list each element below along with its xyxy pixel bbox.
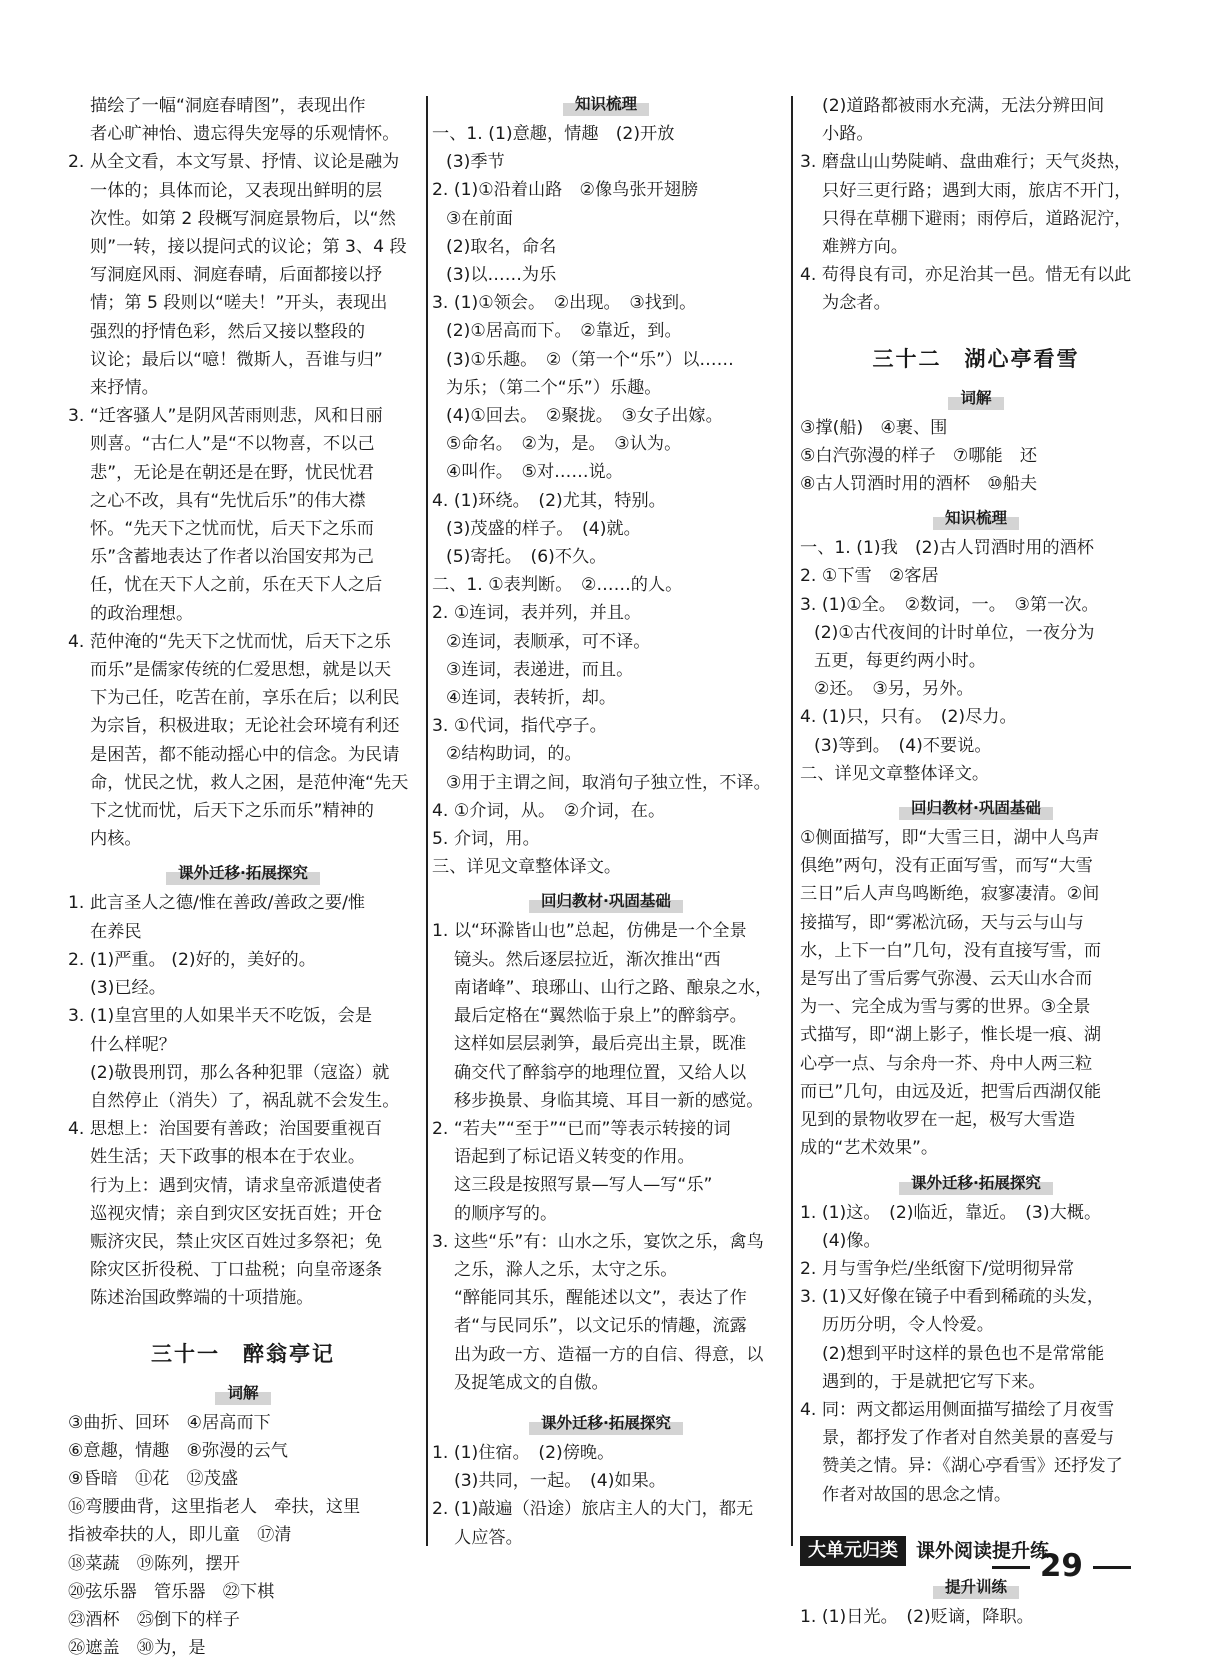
text-line: 为一、完全成为雪与雾的世界。③全景: [800, 997, 1091, 1018]
text-line: ③用于主谓之间，取消句子独立性，不译。: [446, 772, 771, 793]
text-line: 只得在草棚下避雨；雨停后，道路泥泞，: [822, 208, 1132, 229]
text-line: 议论；最后以“噫！微斯人，吾谁与归”: [90, 349, 383, 370]
text-line: 乐”含蓄地表达了作者以治国安邦为己: [90, 547, 374, 568]
text-line: 最后定格在“翼然临于泉上”的醉翁亭。: [454, 1006, 747, 1027]
text-line: (2)道路都被雨水充满，无法分辨田间: [822, 96, 1105, 116]
text-line: 三、详见文章整体译文。: [432, 857, 622, 878]
text-line: (5)寄托。 (6)不久。: [446, 547, 607, 568]
text-line: 者心旷神怡、遗忘得失宠辱的乐观情怀。: [90, 124, 400, 145]
dash-decoration: [1093, 1566, 1131, 1569]
text-line: 来抒情。: [90, 378, 159, 399]
dash-decoration: [992, 1566, 1030, 1569]
section-heading: [800, 1171, 1152, 1195]
text-line: 则”一转，接以提问式的议论；第 3、4 段: [90, 237, 407, 258]
text-line: 难辨方向。: [822, 237, 908, 258]
text-line: 3. (1)①全。 ②数词，一。 ③第一次。: [800, 594, 1099, 615]
text-line: 3. (1)皇宫里的人如果半天不吃饭，会是: [68, 1006, 373, 1027]
text-line: 接描写，即“雾凇沆砀，天与云与山与: [800, 912, 1084, 933]
text-line: 内核。: [90, 829, 142, 850]
text-line: 什么样呢？: [90, 1034, 176, 1055]
text-line: (3)已经。: [90, 978, 166, 999]
text-line: 五更，每更约两小时。: [814, 651, 986, 672]
text-line: 而乐”是儒家传统的仁爱思想，就是以天: [90, 660, 392, 681]
text-line: 移步换景、身临其境、耳目一新的感觉。: [454, 1090, 764, 1111]
text-line: (2)①居高而下。 ②靠近，到。: [446, 321, 682, 342]
answer-block: [800, 534, 1152, 788]
text-line: 水，上下一白”几句，没有直接写雪，而: [800, 940, 1102, 961]
text-line: 语起到了标记语义转变的作用。: [454, 1147, 695, 1168]
text-line: 2. “若夫”“至于”“已而”等表示转接的词: [432, 1118, 731, 1139]
section-heading: [800, 386, 1152, 410]
section-heading-label: 词解: [215, 1381, 270, 1405]
answer-block: [800, 414, 1152, 499]
answer-block: [800, 1199, 1152, 1509]
section-heading: [432, 889, 780, 913]
text-line: 者“与民同乐”，以文记乐的情趣，流露: [454, 1316, 747, 1337]
text-line: 的政治理想。: [90, 603, 194, 624]
text-line: ㉓酒杯 ㉕倒下的样子: [68, 1609, 240, 1630]
text-line: 及捉笔成文的自傲。: [454, 1372, 609, 1393]
section-heading-label: 课外迁移·拓展探究: [899, 1171, 1053, 1195]
text-line: (3)以……为乐: [446, 265, 557, 286]
text-line: ⑳弦乐器 管乐器 ㉒下棋: [68, 1581, 275, 1602]
section-heading-label: 回归教材·巩固基础: [529, 889, 683, 913]
text-line: 而已”几句，由远及近，把雪后西湖仅能: [800, 1081, 1102, 1102]
text-line: (3)季节: [446, 152, 505, 173]
text-line: 景，都抒发了作者对自然美景的喜爱与: [822, 1428, 1115, 1449]
section-heading-label: 课外迁移·拓展探究: [166, 861, 320, 885]
answer-column-middle: [432, 92, 780, 1552]
text-line: 2. ①下雪 ②客居: [800, 566, 939, 587]
text-line: 命，忧民之忧，救人之困，是范仲淹“先天: [90, 772, 409, 793]
text-line: 1. (1)日光。 (2)贬谪，降职。: [800, 1606, 1034, 1627]
text-line: 姓生活；天下政事的根本在于农业。: [90, 1147, 366, 1168]
text-line: 确交代了醉翁亭的地理位置，又给人以: [454, 1062, 747, 1083]
text-line: ②还。 ③另，另外。: [814, 679, 974, 700]
text-line: 南诸峰”、琅琊山、山行之路、酿泉之水，: [454, 977, 773, 998]
section-heading-label: 知识梳理: [563, 92, 649, 116]
section-heading-label: 提升训练: [933, 1575, 1019, 1599]
text-line: ②结构助词，的。: [446, 744, 582, 765]
text-line: (2)取名，命名: [446, 236, 557, 257]
text-line: 3. 这些“乐”有：山水之乐，宴饮之乐，禽鸟: [432, 1231, 764, 1252]
text-line: ④叫作。 ⑤对……说。: [446, 462, 623, 483]
text-line: 3. (1)又好像在镜子中看到稀疏的头发，: [800, 1287, 1105, 1308]
text-line: 4. ①介词，从。 ②介词，在。: [432, 800, 666, 821]
text-line: 4. 思想上：治国要有善政；治国要重视百: [68, 1119, 383, 1140]
section-heading: [432, 1411, 780, 1435]
text-line: ③连词，表递进，而且。: [446, 659, 634, 680]
text-line: ③曲折、回环 ④居高而下: [68, 1412, 271, 1433]
text-line: ⑧古人罚酒时用的酒杯 ⑩船夫: [800, 474, 1038, 495]
text-line: 描绘了一幅“洞庭春晴图”，表现出作: [90, 96, 366, 116]
text-line: 人应答。: [454, 1527, 523, 1548]
text-line: 一、1. (1)意趣，情趣 (2)开放: [432, 124, 675, 144]
text-line: ②连词，表顺承，可不译。: [446, 631, 651, 652]
text-line: 是困苦，都不能动摇心中的信念。为民请: [90, 744, 400, 765]
text-line: 二、详见文章整体译文。: [800, 763, 990, 784]
text-line: 二、1. ①表判断。 ②……的人。: [432, 575, 683, 596]
text-line: 赈济灾民，禁止灾区百姓过多祭祀；免: [90, 1231, 383, 1252]
text-line: 的顺序写的。: [454, 1203, 558, 1224]
text-line: 为乐；（第二个“乐”）乐趣。: [446, 377, 662, 398]
lesson-title: 三十二 湖心亭看雪: [872, 346, 1080, 371]
text-line: 之乐，滁人之乐，太守之乐。: [454, 1259, 678, 1280]
answer-block: [800, 824, 1152, 1162]
text-line: ④连词，表转折，却。: [446, 688, 617, 709]
section-heading-label: 知识梳理: [933, 506, 1019, 530]
text-line: 1. (1)这。 (2)临近，靠近。 (3)大概。: [800, 1202, 1102, 1223]
text-line: ⑤命名。 ②为，是。 ③认为。: [446, 434, 682, 455]
section-heading: [800, 796, 1152, 820]
section-heading: [800, 506, 1152, 530]
text-line: 出为政一方、造福一方的自信、得意，以: [454, 1344, 764, 1365]
text-line: 2. (1)敲遍（沿途）旅店主人的大门，都无: [432, 1499, 754, 1520]
text-line: (2)想到平时这样的景色也不是常常能: [822, 1343, 1105, 1364]
text-line: 4. 同：两文都运用侧面描写描绘了月夜雪: [800, 1399, 1115, 1420]
text-line: ③在前面: [446, 208, 513, 229]
text-line: 作者对故国的思念之情。: [822, 1484, 1012, 1505]
text-line: 小路。: [822, 124, 874, 145]
text-line: (2)①古代夜间的计时单位，一夜分为: [814, 622, 1095, 643]
section-heading: [432, 92, 780, 116]
text-line: 3. (1)①领会。 ②出现。 ③找到。: [432, 293, 697, 314]
text-line: 历历分明，令人怜爱。: [822, 1315, 994, 1336]
answer-block: [68, 889, 418, 1312]
text-line: 悲”，无论是在朝还是在野，忧民忧君: [90, 462, 374, 483]
column-divider: [791, 96, 793, 1546]
text-line: (3)共同，一起。 (4)如果。: [454, 1471, 666, 1492]
text-line: (4)像。: [822, 1230, 881, 1251]
text-line: 强烈的抒情色彩，然后又接以整段的: [90, 321, 366, 342]
answer-block: [800, 1603, 1152, 1631]
text-line: ㉖遮盖 ㉚为，是: [68, 1638, 206, 1659]
text-line: 下为己任，吃苦在前，享乐在后；以利民: [90, 688, 400, 709]
text-line: ⑤白汽弥漫的样子 ⑦哪能 还: [800, 445, 1038, 466]
answer-block: [68, 92, 418, 853]
text-line: 是写出了雪后雾气弥漫、云天山水合而: [800, 969, 1093, 990]
text-line: 陈述治国政弊端的十项措施。: [90, 1288, 314, 1309]
text-line: 2. 月与雪争烂/坐纸窗下/觉明彻异常: [800, 1258, 1075, 1279]
text-line: 4. 苟得良有司，亦足治其一邑。惜无有以此: [800, 265, 1132, 286]
text-line: ⑥意趣，情趣 ⑧弥漫的云气: [68, 1440, 288, 1461]
answer-column-left: [68, 92, 418, 1662]
text-line: 怀。“先天下之忧而忧，后天下之乐而: [90, 519, 374, 540]
text-line: 俱绝”两句，没有正面写雪，而写“大雪: [800, 856, 1093, 877]
text-line: 一、1. (1)我 (2)古人罚酒时用的酒杯: [800, 538, 1094, 559]
text-line: 3. 磨盘山山势陡峭、盘曲难行；天气炎热，: [800, 152, 1132, 173]
text-line: 则喜。“古仁人”是“不以物喜，不以己: [90, 434, 375, 455]
text-line: 在养民: [90, 921, 142, 942]
text-line: ⑨昏暗 ⑪花 ⑫茂盛: [68, 1468, 239, 1489]
text-line: 行为上：遇到灾情，请求皇帝派遣使者: [90, 1175, 383, 1196]
text-line: 2. (1)①沿着山路 ②像鸟张开翅膀: [432, 180, 699, 201]
text-line: (3)①乐趣。 ②（第一个“乐”）以……: [446, 349, 734, 370]
text-line: 写洞庭风雨、洞庭春晴，后面都接以抒: [90, 265, 383, 286]
answer-column-right: [800, 92, 1152, 1631]
text-line: ⑯弯腰曲背，这里指老人 牵扶，这里: [68, 1497, 361, 1518]
text-line: 镜头。然后逐层拉近，渐次推出“西: [454, 949, 721, 970]
text-line: 一体的；具体而论，又表现出鲜明的层: [90, 180, 383, 201]
text-line: 3. “迁客骚人”是阴风苦雨则悲，风和日丽: [68, 406, 383, 427]
text-line: ⑱菜蔬 ⑲陈列，摆开: [68, 1553, 240, 1574]
answer-block: [800, 92, 1152, 318]
unit-banner-title: 课外阅读提升练: [916, 1539, 1050, 1562]
text-line: 成的“艺术效果”。: [800, 1138, 939, 1159]
text-line: 这三段是按照写景—写人—写“乐”: [454, 1175, 713, 1196]
text-line: 4. (1)只，只有。 (2)尽力。: [800, 707, 1017, 728]
lesson-title: 三十一 醉翁亭记: [151, 1341, 335, 1366]
page-number-value: 29: [1039, 1548, 1083, 1584]
section-heading-label: 词解: [948, 386, 1003, 410]
text-line: (3)茂盛的样子。 (4)就。: [446, 518, 641, 539]
text-line: 三日”后人声鸟鸣断绝，寂寥凄清。②间: [800, 884, 1100, 905]
text-line: 4. 范仲淹的“先天下之忧而忧，后天下之乐: [68, 631, 391, 652]
text-line: (4)①回去。 ②聚拢。 ③女子出嫁。: [446, 406, 723, 427]
text-line: 1. (1)住宿。 (2)傍晚。: [432, 1442, 615, 1463]
answer-block: [68, 1409, 418, 1663]
answer-block: [432, 1439, 780, 1552]
text-line: 2. (1)严重。 (2)好的，美好的。: [68, 949, 316, 970]
text-line: 为宗旨，积极进取；无论社会环境有利还: [90, 716, 400, 737]
text-line: 除灾区折役税、丁口盐税；向皇帝逐条: [90, 1260, 383, 1281]
text-line: 自然停止（消失）了，祸乱就不会发生。: [90, 1090, 400, 1111]
section-heading-label: 课外迁移·拓展探究: [529, 1411, 683, 1435]
text-line: 只好三更行路；遇到大雨，旅店不开门，: [822, 180, 1132, 201]
section-heading-label: 回归教材·巩固基础: [899, 796, 1053, 820]
text-line: (2)敬畏刑罚，那么各种犯罪（寇盗）就: [90, 1062, 390, 1083]
text-line: ③撑(船) ④裹、围: [800, 417, 948, 438]
text-line: 巡视灾情；亲自到灾区安抚百姓；开仓: [90, 1203, 383, 1224]
text-line: 5. 介词，用。: [432, 829, 540, 850]
column-divider: [426, 96, 428, 1546]
text-line: 3. ①代词，指代亭子。: [432, 716, 607, 737]
text-line: 2. 从全文看，本文写景、抒情、议论是融为: [68, 152, 400, 173]
page-number: [982, 1548, 1141, 1584]
text-line: 为念者。: [822, 293, 891, 314]
section-heading: [68, 1381, 418, 1405]
section-heading: [68, 861, 418, 885]
text-line: 情；第 5 段则以“嗟夫！”开头，表现出: [90, 293, 388, 314]
text-line: 赞美之情。异：《湖心亭看雪》还抒发了: [822, 1456, 1123, 1477]
text-line: 指被牵扶的人，即儿童 ⑰清: [68, 1525, 292, 1546]
unit-banner-tag: 大单元归类: [800, 1536, 906, 1566]
text-line: 1. 此言圣人之德/惟在善政/善政之要/惟: [68, 893, 366, 914]
text-line: ①侧面描写，即“大雪三日，湖中人鸟声: [800, 828, 1100, 849]
text-line: 见到的景物收罗在一起，极写大雪造: [800, 1110, 1076, 1131]
text-line: 1. 以“环滁皆山也”总起，仿佛是一个全景: [432, 921, 747, 942]
text-line: 之心不改，具有“先忧后乐”的伟大襟: [90, 490, 366, 511]
text-line: 式描写，即“湖上影子，惟长堤一痕、湖: [800, 1025, 1102, 1046]
text-line: 任，忧在天下人之前，乐在天下人之后: [90, 575, 383, 596]
text-line: 下之忧而忧，后天下之乐而乐”精神的: [90, 801, 374, 822]
answer-block: [432, 120, 780, 881]
text-line: (3)等到。 (4)不要说。: [814, 735, 992, 756]
text-line: 次性。如第 2 段概写洞庭景物后，以“然: [90, 208, 396, 229]
text-line: 2. ①连词，表并列，并且。: [432, 603, 642, 624]
text-line: 遇到的，于是就把它写下来。: [822, 1371, 1046, 1392]
text-line: 心亭一点、与余舟一芥、舟中人两三粒: [800, 1053, 1093, 1074]
text-line: “醉能同其乐，醒能述以文”，表达了作: [454, 1288, 747, 1309]
text-line: 4. (1)环绕。 (2)尤其，特别。: [432, 490, 666, 511]
answer-block: [432, 917, 780, 1396]
text-line: 这样如层层剥笋，最后亮出主景，既准: [454, 1034, 747, 1055]
